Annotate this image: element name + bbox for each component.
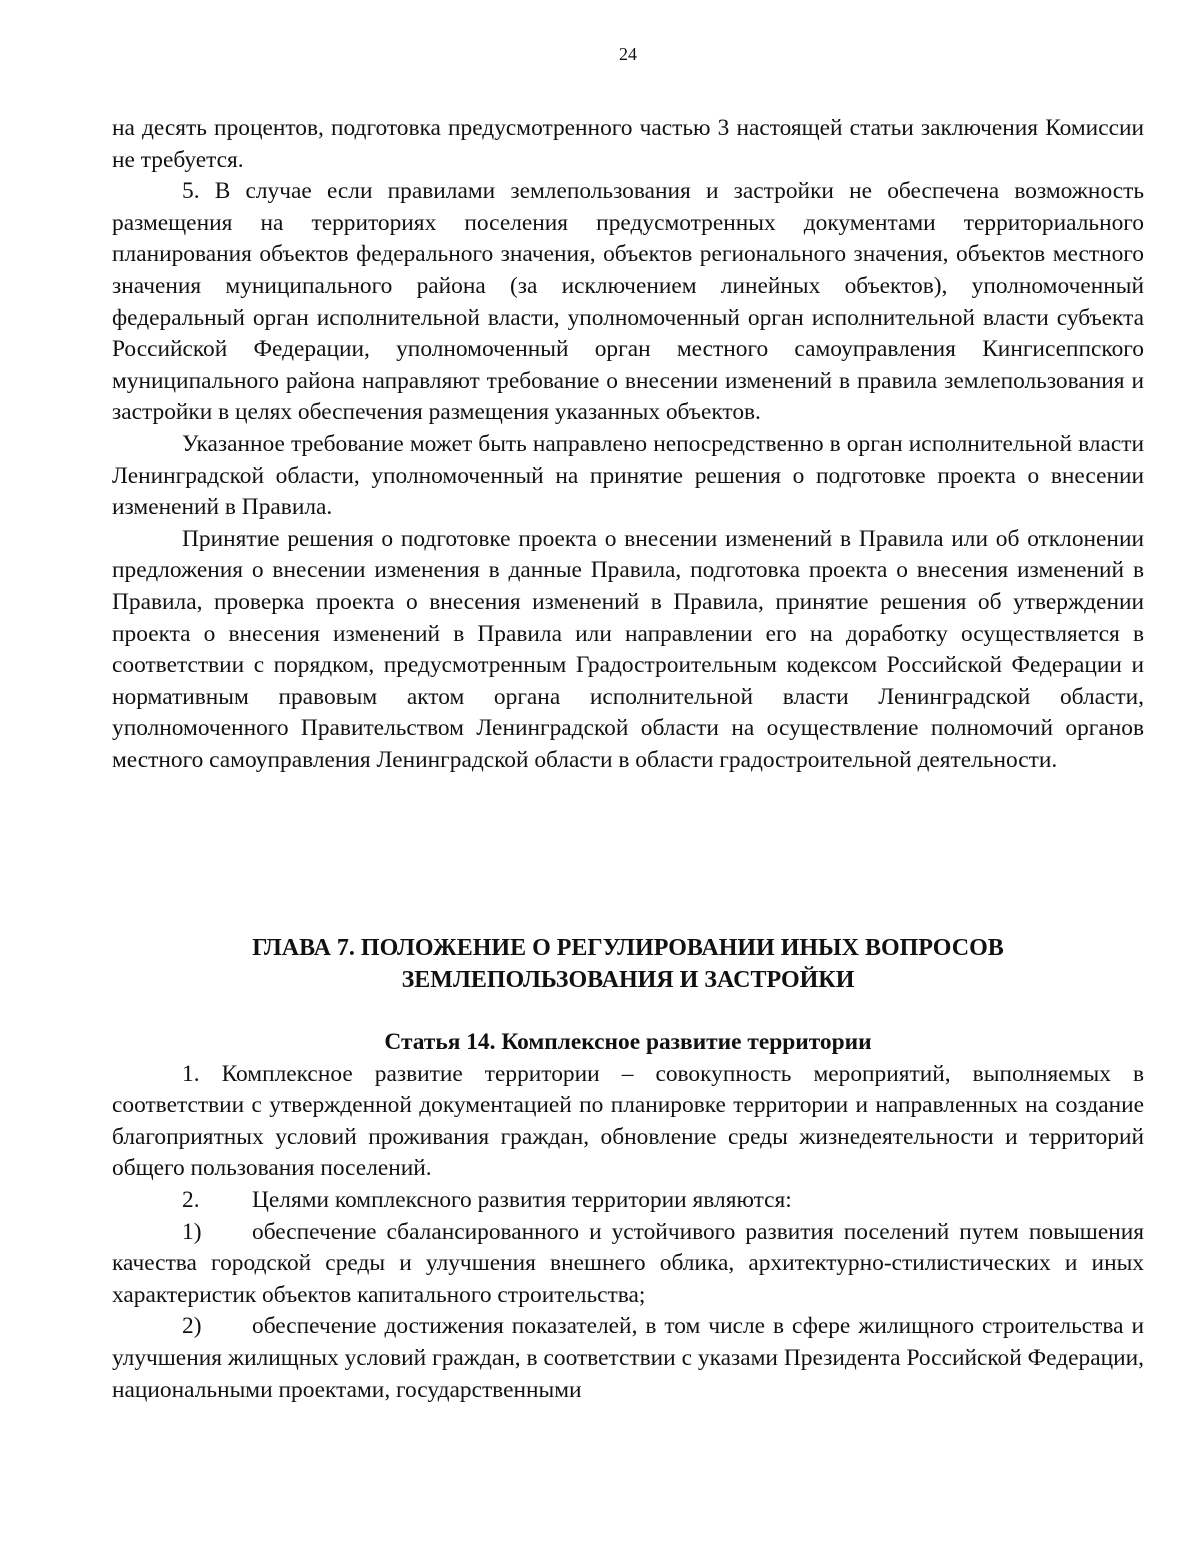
goal-item-1 [112, 1217, 1144, 1312]
goal-number: 1) [182, 1218, 202, 1245]
article-section [112, 1027, 1144, 1406]
chapter-heading [112, 933, 1144, 996]
paragraph-continuation: на десять процентов, подготовка предусмотренного частью 3 настоящей статьи заключения Комиссии не требуется. [112, 115, 1144, 173]
chapter-heading-line-2: ЗЕМЛЕПОЛЬЗОВАНИЯ И ЗАСТРОЙКИ [401, 966, 855, 993]
article-title: Статья 14. Комплексное развитие территории [384, 1029, 872, 1055]
goal-text: обеспечение сбалансированного и устойчивого развития поселений путем повышения качества городской среды и улучшения внешнего облика, архитектурно-стилистических и иных характеристик объектов капитального строительства; [112, 1218, 1144, 1308]
paragraph-requirement: Указанное требование может быть направлено непосредственно в орган исполнительной власти Ленинградской области, уполномоченный на принятие решения о подготовке проекта о внесении изменений в Правила. [112, 430, 1144, 521]
goal-text: обеспечение достижения показателей, в том числе в сфере жилищного строительства и улучшения жилищных условий граждан, в соответствии с указами Президента Российской Федерации, национальными проектами, государственными [112, 1313, 1144, 1403]
item-text: Целями комплексного развития территории являются: [252, 1186, 792, 1213]
article-paragraph-1: 1. Комплексное развитие территории – совокупность мероприятий, выполняемых в соответствии с утвержденной документацией по планировке территории и направленных на создание благоприятных условий проживания граждан, обновление среды жизнедеятельности и территорий общего пользования поселений. [112, 1060, 1144, 1182]
goal-number: 2) [182, 1313, 202, 1340]
item-number: 2. [182, 1186, 200, 1213]
page-number: 24 [619, 44, 637, 64]
goal-item-2 [112, 1311, 1144, 1406]
article-item-2 [112, 1185, 1144, 1217]
paragraph-decision: Принятие решения о подготовке проекта о внесении изменений в Правила или об отклонении предложения о внесении изменения в данные Правила, подготовка проекта о внесения изменений в Правила, проверка проекта о внесения изменений в Правила, принятие решения об утверждении проекта о внесения изменений в Правила или направлении его на доработку осуществляется в соответствии с порядком, предусмотренным Градостроительным кодексом Российской Федерации и нормативным правовым актом органа исполнительной власти Ленинградской области, уполномоченного Правительством Ленинградской области на осуществление полномочий органов местного самоуправления Ленинградской области в области градостроительной деятельности. [112, 525, 1144, 773]
chapter-heading-line-1: ГЛАВА 7. ПОЛОЖЕНИЕ О РЕГУЛИРОВАНИИ ИНЫХ ВОПРОСОВ [252, 935, 1004, 961]
paragraph-item-5: 5. В случае если правилами землепользования и застройки не обеспечена возможность размещения на территориях поселения предусмотренных документами территориального планирования объектов федерального значения, объектов регионального значения, объектов местного значения муниципального района (за исключением линейных объектов), уполномоченный федеральный орган исполнительной власти, уполномоченный орган исполнительной власти субъекта Российской Федерации, уполномоченный орган местного самоуправления Кингисеппского муниципального района направляют требование о внесении изменений в правила землепользования и застройки в целях обеспечения размещения указанных объектов. [112, 178, 1144, 426]
document-body [112, 113, 1144, 776]
